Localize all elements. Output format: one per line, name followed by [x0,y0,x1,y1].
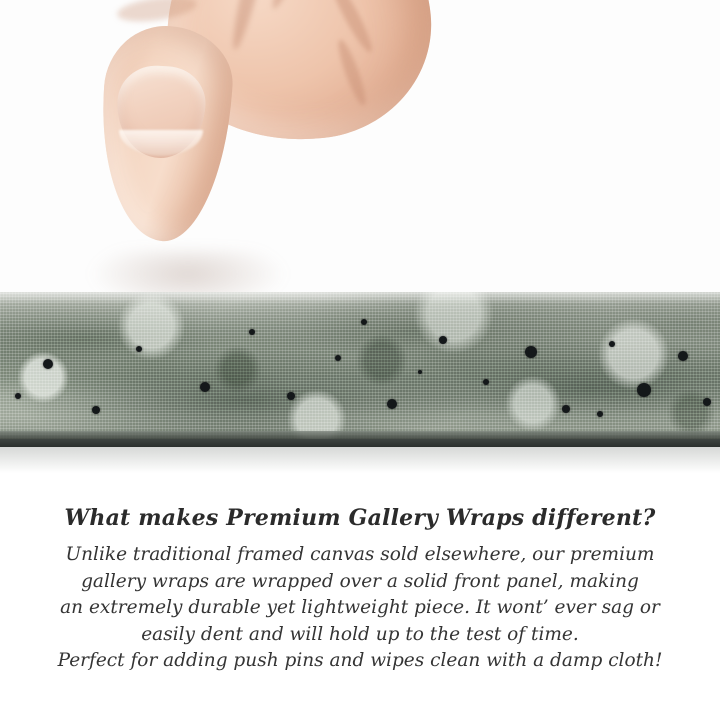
caption-line: an extremely durable yet lightweight piece. It wont’ ever sag or [60,597,660,618]
canvas-speck [92,406,100,414]
canvas-speck [439,336,447,344]
canvas-speck [287,392,295,400]
canvas-speck [200,382,210,392]
canvas-speck [703,398,711,406]
band-drop-shadow [0,447,720,473]
canvas-speck [609,341,615,347]
canvas-speck [562,405,570,413]
canvas-speck [418,370,422,374]
caption-line: Perfect for adding push pins and wipes clean with a damp cloth! [57,650,663,671]
canvas-speck [361,319,367,325]
caption-line: Unlike traditional framed canvas sold elsewhere, our premium [65,544,655,565]
canvas-speck [15,393,21,399]
caption-line: easily dent and will hold up to the test of time. [141,623,579,645]
canvas-speck [136,346,142,352]
canvas-weave-texture [0,292,720,447]
caption-line: gallery wraps are wrapped over a solid front panel, making [81,570,639,592]
band-top-highlight [0,292,720,304]
canvas-bottom-shadow [0,439,720,447]
canvas-speck [387,399,397,409]
top-photo-area [0,0,720,300]
canvas-speck [249,329,255,335]
canvas-speck [335,355,341,361]
caption-area [0,447,720,720]
canvas-speck [43,359,53,369]
canvas-speck [483,379,489,385]
caption-title: What makes Premium Gallery Wraps different? [64,505,656,531]
caption-block [50,505,670,675]
canvas-speck [597,411,603,417]
canvas-speck [637,383,651,397]
canvas-fold-edge [0,431,720,439]
canvas-speck [525,346,537,358]
canvas-speck [678,351,688,361]
canvas-edge-band [0,292,720,447]
